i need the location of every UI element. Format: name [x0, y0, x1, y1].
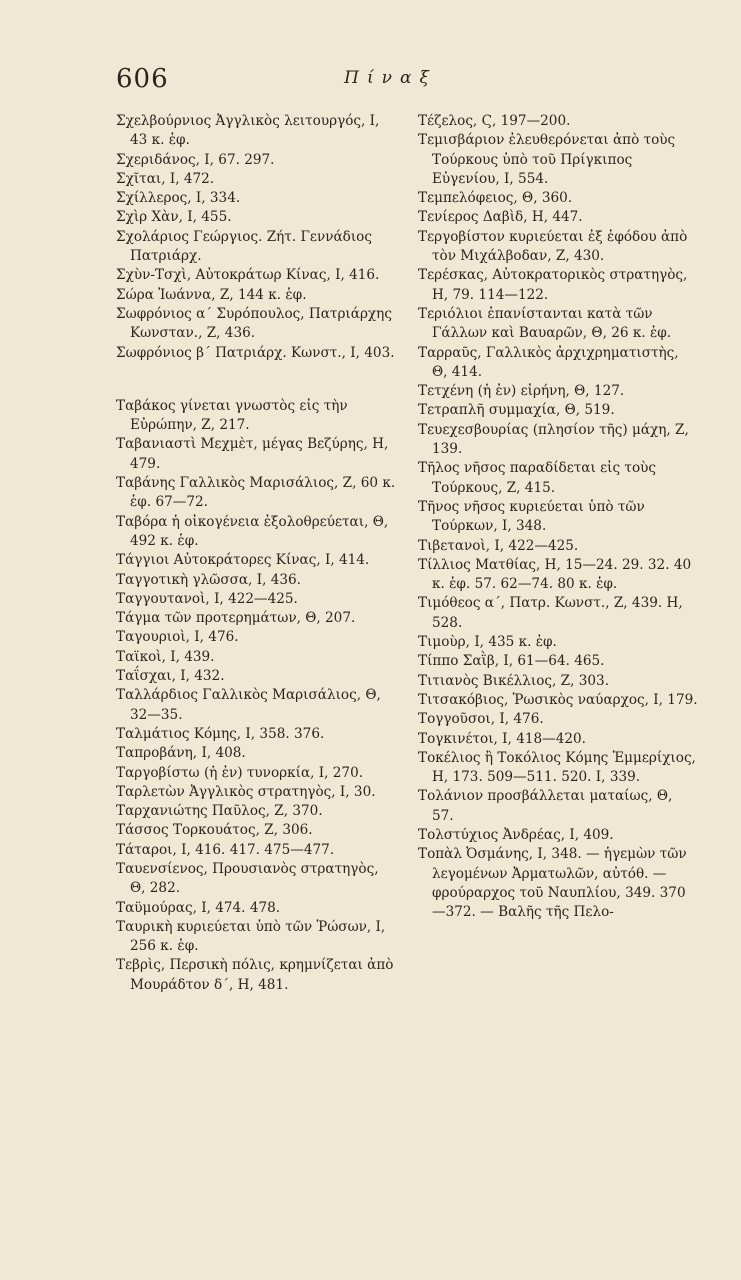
index-entry: Τιτιανὸς Βικέλλιος, Ζ, 303. [418, 672, 610, 689]
index-entry: Ταλλάρδιος Γαλλικὸς Μαρισάλιος, Θ, 32—35. [116, 687, 381, 723]
index-entry: Τολάνιον προσβάλλεται ματαίως, Θ, 57. [418, 788, 673, 824]
index-entry: Τάταροι, Ι, 416. 417. 475—477. [116, 841, 335, 858]
index-entry: Ταβάκος γίνεται γνωστὸς εἰς τὴν Εὐρώπην, Ζ, 217. [116, 397, 348, 434]
index-entry: Ταυενσίενος, Προυσιανὸς στρατηγὸς, Θ, 282. [116, 860, 379, 897]
index-entry: Τεριόλιοι ἐπανίστανται κατὰ τῶν Γάλλων καὶ Βαυαρῶν, Θ, 26 κ. ἑφ. [418, 305, 672, 342]
index-entry: Ταγουριοὶ, Ι, 476. [116, 629, 239, 646]
index-entry: Σχελβούρνιος Ἀγγλικὸς λειτουργός, Ι, 43 κ. ἑφ. [116, 113, 380, 149]
index-entry: Ταβάνης Γαλλικὸς Μαρισάλιος, Ζ, 60 κ. ἑφ. 67—72. [116, 475, 396, 511]
index-entry: Τίλλιος Ματθίας, Η, 15—24. 29. 32. 40 κ. ἑφ. 57. 62—74. 80 κ. ἑφ. [418, 556, 692, 593]
index-entry: Τευεχεσβουρίας (πλησίον τῆς) μάχη, Ζ, 139. [418, 421, 689, 458]
index-entry: Σώρα Ἰωάννα, Ζ, 144 κ. ἑφ. [116, 286, 307, 303]
index-entry: Τενίερος Δαβὶδ, Η, 447. [418, 209, 583, 226]
index-group-tau [116, 397, 396, 995]
index-entry: Ταρλετὼν Ἀγγλικὸς στρατηγὸς, Ι, 30. [116, 783, 376, 800]
index-entry: Ταρραῦς, Γαλλικὸς ἀρχιχρηματιστὴς, Θ, 414. [418, 344, 679, 380]
index-entry: Τοκέλιος ἢ Τοκόλιος Κόμης Ἐμμερίχιος, Η, 173. 509—511. 520. Ι, 339. [418, 749, 696, 786]
right-column [418, 112, 698, 922]
index-entry: Τετραπλῆ συμμαχία, Θ, 519. [418, 402, 615, 419]
index-entry: Τερέσκας, Αὐτοκρατορικὸς στρατηγὸς, Η, 79. 114—122. [418, 267, 688, 303]
index-entry: Τολστύχιος Ἀνδρέας, Ι, 409. [418, 826, 614, 843]
index-entry: Τῆλος νῆσος παραδίδεται εἰς τοὺς Τούρκους, Ζ, 415. [418, 460, 657, 496]
index-entry: Ταγγουτανοὶ, Ι, 422—425. [116, 590, 298, 607]
index-entry: Τιβετανοὶ, Ι, 422—425. [418, 537, 579, 554]
index-entry: Ταϋμούρας, Ι, 474. 478. [116, 899, 281, 916]
running-title: Πίναξ [344, 68, 437, 88]
index-entry: Ταϊκοὶ, Ι, 439. [116, 648, 215, 665]
index-entry: Ταπροβάνη, Ι, 408. [116, 745, 246, 762]
index-entry: Τῆνος νῆσος κυριεύεται ὑπὸ τῶν Τούρκων, Ι, 348. [418, 498, 645, 535]
index-entry: Σχὺν-Τσχὶ, Αὐτοκράτωρ Κίνας, Ι, 416. [116, 267, 380, 284]
index-entry: Σχολάριος Γεώργιος. Ζήτ. Γεννάδιος Πατριάρχ. [116, 228, 372, 265]
index-entry: Τέζελος, Ϛ, 197—200. [418, 113, 571, 129]
index-entry: Ταρχανιώτης Παῦλος, Ζ, 370. [116, 803, 323, 820]
index-entry: Σχίλλερος, Ι, 334. [116, 190, 241, 207]
index-entry: Σωφρόνιος α΄ Συρόπουλος, Πατριάρχης Κωνσταν., Ζ, 436. [116, 305, 392, 342]
index-entry: Τιμόθεος α΄, Πατρ. Κωνστ., Ζ, 439. Η, 528. [418, 595, 683, 631]
index-entry: Ταβανιαστὶ Μεχμὲτ, μέγας Βεζύρης, Η, 479. [116, 436, 389, 472]
index-entry: Τετχένη (ἡ ἐν) εἰρήνη, Θ, 127. [418, 383, 625, 400]
index-entry: Τογγοῦσοι, Ι, 476. [418, 711, 544, 728]
index-entry: Τιμοὺρ, Ι, 435 κ. ἑφ. [418, 634, 557, 651]
index-entry: Σχὶρ Χὰν, Ι, 455. [116, 209, 232, 226]
group-spacer [116, 363, 396, 397]
index-entry: Ταβόρα ἡ οἰκογένεια ἐξολοθρεύεται, Θ, 492 κ. ἑφ. [116, 513, 389, 549]
index-group-tau-continued [418, 112, 698, 922]
index-entry: Τογκινέτοι, Ι, 418—420. [418, 730, 587, 747]
left-column [116, 112, 396, 995]
index-entry: Σχῖται, Ι, 472. [116, 170, 215, 187]
index-entry: Τιτσακόβιος, Ῥωσικὸς ναύαρχος, Ι, 179. [418, 691, 698, 708]
index-entry: Τεμισβάριον ἐλευθερόνεται ἀπὸ τοὺς Τούρκους ὑπὸ τοῦ Πρίγκιπος Εὐγενίου, Ι, 554. [418, 132, 676, 187]
index-entry: Ταυρικὴ κυριεύεται ὑπὸ τῶν Ῥώσων, Ι, 256 κ. ἑφ. [116, 918, 386, 955]
index-entry: Ταργοβίστω (ἡ ἐν) τυνορκία, Ι, 270. [116, 764, 364, 781]
index-entry: Σχεριδάνος, Ι, 67. 297. [116, 151, 275, 168]
index-entry: Ταΐσχαι, Ι, 432. [116, 668, 225, 685]
index-entry: Τεμπελόφειος, Θ, 360. [418, 190, 573, 207]
index-entry: Τοπὰλ Ὀσμάνης, Ι, 348. — ἡγεμὼν τῶν λεγομένων Ἀρματωλῶν, αὐτόθ. — φρούραρχος τοῦ Ναυπλίου, 349. 370 —372. — Βαλῆς τῆς Πελο- [418, 846, 687, 921]
index-entry: Ταγγοτικὴ γλῶσσα, Ι, 436. [116, 571, 301, 588]
index-group-sigma [116, 112, 396, 363]
index-entry: Τάγγιοι Αὐτοκράτορες Κίνας, Ι, 414. [116, 552, 370, 569]
index-entry: Τεβρὶς, Περσικὴ πόλις, κρημνίζεται ἀπὸ Μουράδτον δ΄, Η, 481. [116, 957, 394, 993]
index-entry: Τεργοβίστον κυριεύεται ἐξ ἐφόδου ἀπὸ τὸν Μιχάλβοδαν, Ζ, 430. [418, 228, 688, 265]
index-entry: Τίππο Σαῒβ, Ι, 61—64. 465. [418, 653, 605, 670]
index-entry: Τάσσος Τορκουάτος, Ζ, 306. [116, 822, 313, 839]
index-entry: Ταλμάτιος Κόμης, Ι, 358. 376. [116, 725, 325, 742]
page-number: 606 [116, 64, 169, 94]
index-entry: Σωφρόνιος β΄ Πατριάρχ. Κωνστ., Ι, 403. [116, 344, 395, 361]
index-entry: Τάγμα τῶν προτερημάτων, Θ, 207. [116, 610, 356, 627]
